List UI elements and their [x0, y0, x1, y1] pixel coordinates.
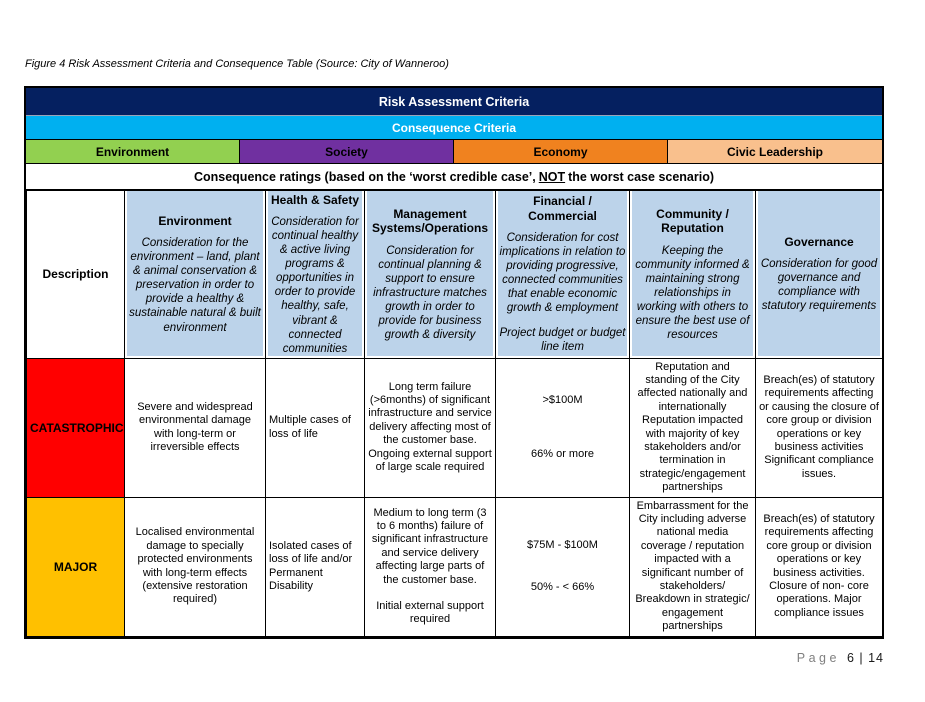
page-footer-number: 6 | 14: [846, 651, 884, 665]
column-header-environment-title: Environment: [158, 214, 232, 229]
category-society-label: Society: [325, 144, 368, 159]
cell-catastrophic-health-safety: Multiple cases of loss of life: [266, 358, 365, 497]
table-title-bar: [26, 88, 882, 115]
cell-catastrophic-management: Long term failure (>6months) of significant infrastructure and service delivery affecting most of the customer base. Ongoing external support of large scale required: [365, 358, 496, 497]
cell-major-health-safety: Isolated cases of loss of life and/or Permanent Disability: [266, 497, 365, 636]
column-header-environment-description: Consideration for the environment – land, plant & animal conservation & preservation in order to provide a healthy & sustainable natural & built environment: [129, 237, 261, 334]
column-header-row: [27, 191, 883, 359]
column-header-health-safety-description: Consideration for continual healthy & active living programs & opportunities in order to provide healthy, safe, vibrant & connected communities: [271, 216, 359, 355]
category-economy-label: Economy: [533, 144, 588, 159]
category-economy: [454, 140, 668, 163]
column-header-community-title: Community / Reputation: [656, 206, 729, 236]
risk-assessment-table: [24, 86, 884, 639]
cell-major-financial-line2: 50% - < 66%: [530, 581, 595, 594]
table-subtitle: Consequence Criteria: [391, 120, 517, 135]
cell-catastrophic-community: Reputation and standing of the City affected nationally and internationally Reputation impacted with majority of key stakeholders and/or termination in strategic/engagement partnerships: [630, 358, 756, 497]
category-header-row: [26, 139, 882, 164]
figure-caption: Figure 4 Risk Assessment Criteria and Consequence Table (Source: City of Wanneroo): [25, 58, 449, 70]
page-footer: [797, 651, 884, 665]
consequence-ratings-note: [26, 164, 882, 190]
column-header-community: [630, 191, 756, 359]
column-header-health-safety: [266, 191, 365, 359]
table-title: Risk Assessment Criteria: [378, 94, 530, 109]
row-label-catastrophic: CATASTROPHIC: [27, 358, 125, 497]
column-header-financial-description: Consideration for cost implications in relation to providing progressive, connected communities that enable economic growth & employment: [499, 232, 626, 315]
column-header-management: [365, 191, 496, 359]
consequence-grid: [26, 190, 883, 637]
column-header-governance-description: Consideration for good governance and compliance with statutory requirements: [760, 258, 878, 313]
category-environment-label: Environment: [95, 144, 170, 159]
table-row-catastrophic: [27, 358, 883, 497]
category-society: [240, 140, 454, 163]
cell-catastrophic-environment: Severe and widespread environmental damage with long-term or irreversible effects: [125, 358, 266, 497]
cell-major-financial-line1: $75M - $100M: [527, 538, 598, 551]
column-header-governance-title: Governance: [784, 235, 854, 250]
category-civic-leadership-label: Civic Leadership: [726, 144, 824, 159]
ratings-note-emphasis: NOT: [538, 169, 566, 184]
cell-catastrophic-financial-line1: >$100M: [542, 393, 583, 406]
cell-major-management-para1: Medium to long term (3 to 6 months) failure of significant infrastructure and service delivery affecting large parts of the customer base.: [371, 506, 489, 586]
cell-major-management: [365, 497, 496, 636]
column-header-environment: [125, 191, 266, 359]
cell-major-community: Embarrassment for the City including adverse national media coverage / reputation impacted with a significant number of stakeholders/ Breakdown in strategic/ engagement partnerships: [630, 497, 756, 636]
column-header-financial: [496, 191, 630, 359]
column-header-health-safety-title: Health & Safety: [270, 193, 360, 207]
column-header-community-description: Keeping the community informed & maintaining strong relationships in working with others to ensure the best use of resources: [635, 244, 750, 341]
cell-major-environment: Localised environmental damage to specially protected environments with long-term effects (extensive restoration required): [125, 497, 266, 636]
column-header-governance: [756, 191, 883, 359]
cell-catastrophic-financial: [496, 358, 630, 497]
ratings-note-suffix: the worst case scenario): [568, 169, 715, 184]
column-header-financial-description2: Project budget or budget line item: [499, 327, 626, 354]
consequence-criteria-bar: [26, 115, 882, 139]
cell-major-governance: Breach(es) of statutory requirements affecting core group or division operations or key business activities. Closure of non- core operations. Major compliance issues: [756, 497, 883, 636]
cell-major-management-para2: Initial external support required: [376, 599, 484, 626]
column-header-management-title: Management Systems/Operations: [371, 206, 489, 236]
page-footer-word: Page: [796, 651, 840, 665]
column-header-management-description: Consideration for continual planning & support to ensure infrastructure matches growth in order to provide for business growth & diversity: [373, 244, 487, 341]
column-header-financial-title: Financial / Commercial: [528, 194, 597, 223]
cell-catastrophic-governance: Breach(es) of statutory requirements affecting or causing the closure of core group or division operations or key business activities Significant compliance issues.: [756, 358, 883, 497]
cell-major-financial: [496, 497, 630, 636]
row-label-major: MAJOR: [27, 497, 125, 636]
table-row-major: [27, 497, 883, 636]
category-civic-leadership: [668, 140, 882, 163]
ratings-note-prefix: Consequence ratings (based on the ‘worst credible case’,: [193, 169, 536, 184]
cell-catastrophic-financial-line2: 66% or more: [531, 448, 594, 461]
column-header-description: Description: [27, 191, 125, 359]
category-environment: [26, 140, 240, 163]
